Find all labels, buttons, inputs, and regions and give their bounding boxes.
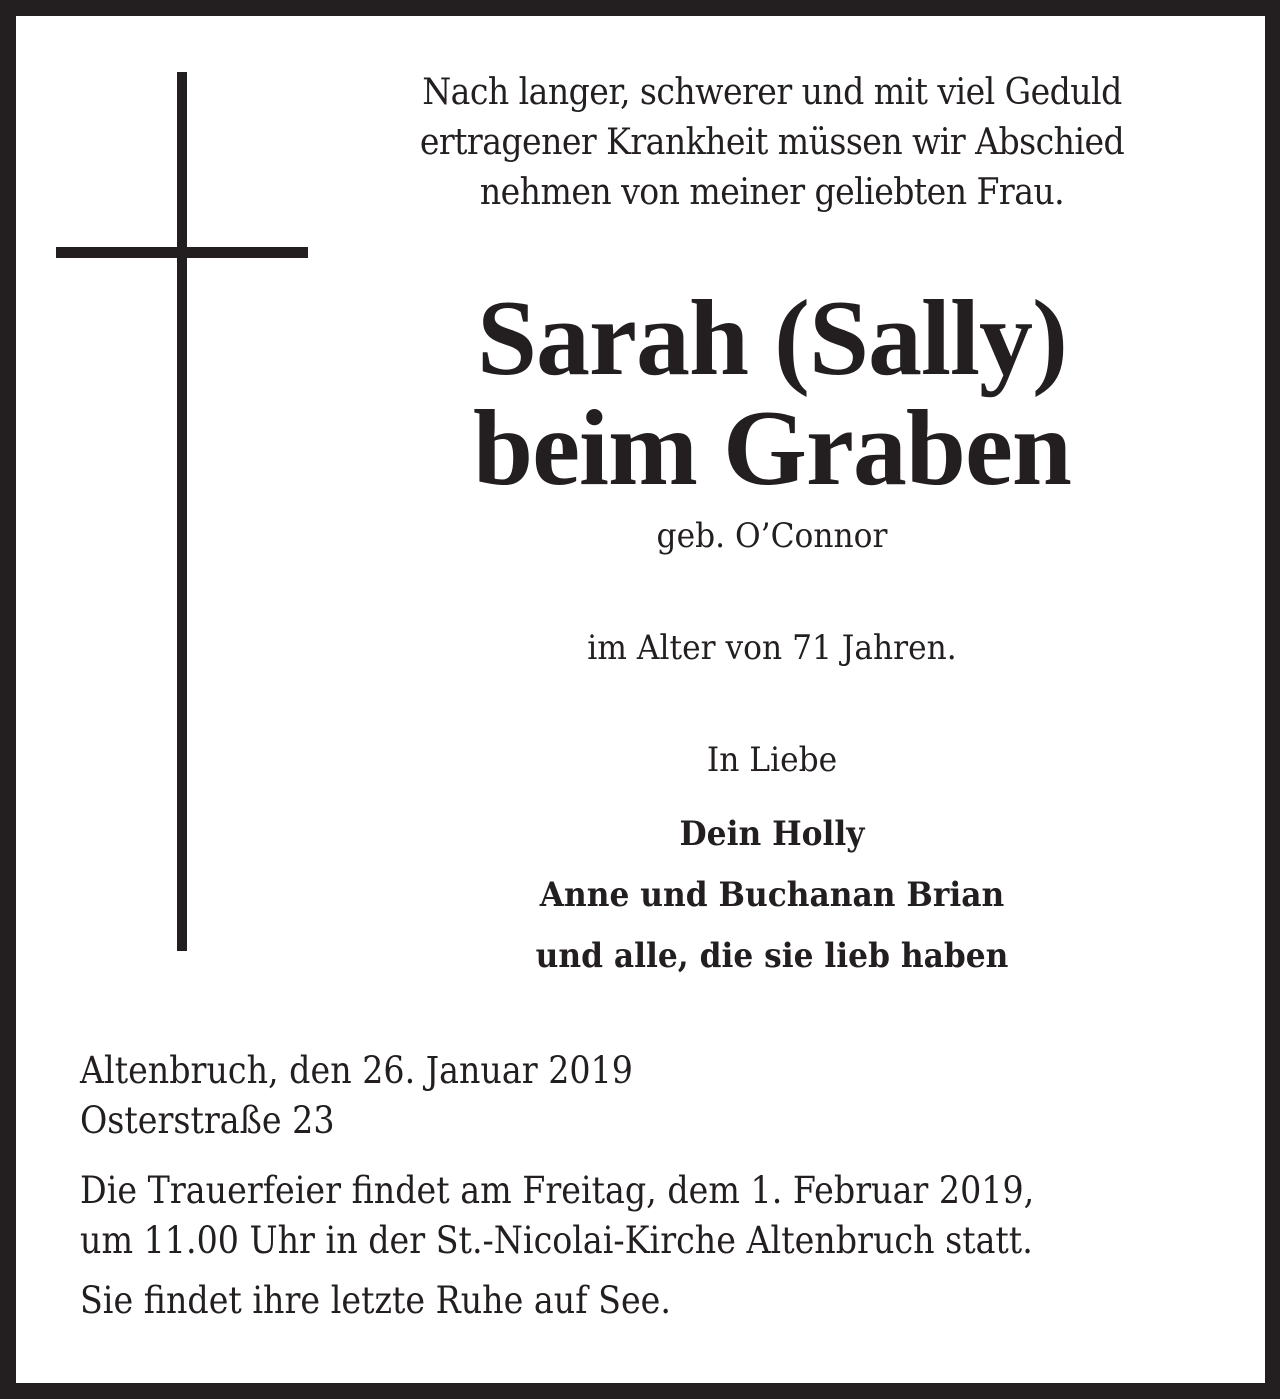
maiden-name: geb. O’Connor: [656, 516, 888, 556]
place-date: Altenbruch, den 26. Januar 2019: [80, 1049, 633, 1092]
intro-line: ertragener Krankheit müssen wir Abschied: [419, 122, 1125, 163]
intro-line: Nach langer, schwerer und mit viel Geduld: [422, 72, 1122, 113]
place-and-address: [80, 1046, 1124, 1146]
name-line-first: Sarah (Sally): [476, 279, 1068, 398]
signer-line: Dein Holly: [679, 814, 865, 854]
cross-vertical-bar: [177, 72, 187, 951]
cross-horizontal-bar: [56, 247, 308, 258]
name-line-last: beim Graben: [473, 389, 1071, 508]
signer-line: und alle, die sie lieb haben: [535, 936, 1009, 976]
service-line: Die Trauerfeier findet am Freitag, dem 1. Februar 2019,: [80, 1169, 1035, 1212]
service-line: um 11.00 Uhr in der St.-Nicolai-Kirche Altenbruch statt.: [80, 1219, 1033, 1262]
funeral-service-info: [80, 1166, 1124, 1266]
signer-line: Anne und Buchanan Brian: [539, 875, 1005, 915]
intro-text: [352, 68, 1191, 218]
love-text: In Liebe: [706, 740, 838, 780]
obituary-notice: [16, 16, 1265, 1383]
signers: [352, 804, 1191, 987]
burial-info: Sie findet ihre letzte Ruhe auf See.: [80, 1279, 671, 1322]
age-text: im Alter von 71 Jahren.: [587, 628, 957, 668]
address: Osterstraße 23: [80, 1099, 335, 1142]
deceased-name: [316, 279, 1228, 508]
intro-line: nehmen von meiner geliebten Frau.: [479, 172, 1065, 213]
